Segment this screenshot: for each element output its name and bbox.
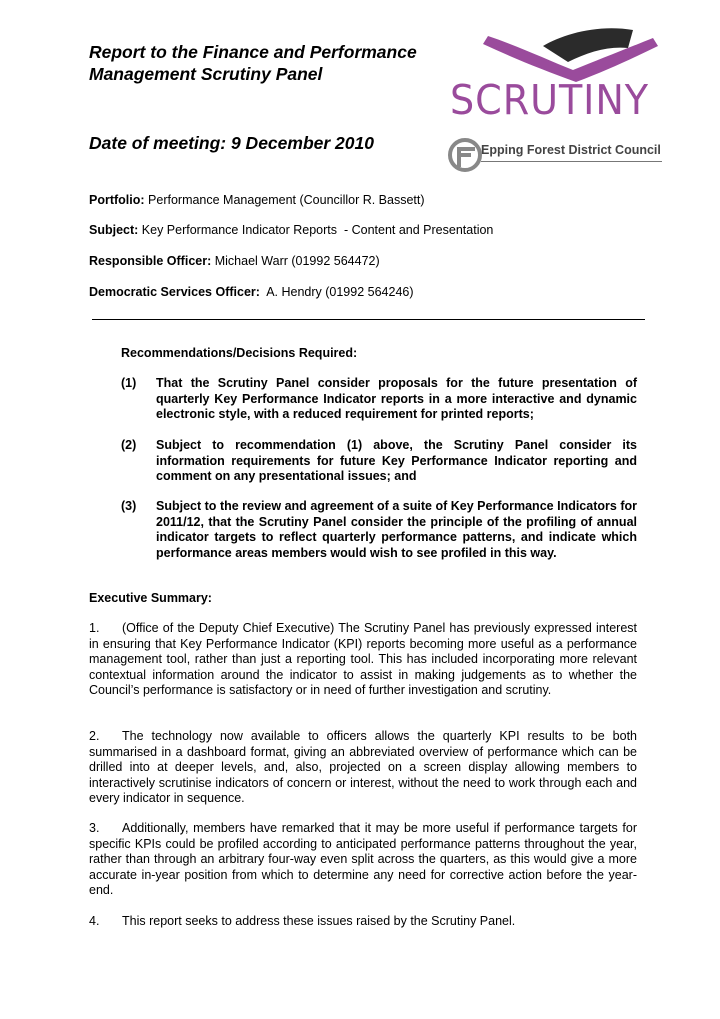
paragraph-text: The technology now available to officers allows the quarterly KPI results to be both summarised in a dashboard format, giving an abbreviated overview of performance which can be drilled into at deeper levels, and, also, projected on a screen display allowing members to interactively scrutinise indicators of concern or interest, without the need to work through each and every indicator in sequence.: [89, 729, 637, 806]
summary-paragraph: [89, 821, 637, 899]
council-underline: [481, 161, 662, 162]
paragraph-text: This report seeks to address these issues raised by the Scrutiny Panel.: [122, 914, 516, 928]
subject-line: [89, 223, 493, 237]
scrutiny-wordmark: SCRUTINY: [450, 76, 650, 124]
subject-value: Key Performance Indicator Reports - Content and Presentation: [141, 223, 494, 237]
portfolio-value: Performance Management (Councillor R. Bassett): [148, 193, 425, 207]
summary-paragraph: [89, 914, 637, 930]
officer-line: [89, 254, 380, 268]
paragraph-number: 4.: [89, 914, 100, 928]
officer-label: Responsible Officer:: [89, 254, 212, 268]
meeting-date: Date of meeting: 9 December 2010: [89, 133, 374, 153]
recommendations-heading: Recommendations/Decisions Required:: [121, 346, 358, 360]
portfolio-line: [89, 193, 425, 207]
dso-value: A. Hendry (01992 564246): [266, 285, 414, 299]
recommendation-number: (2): [121, 438, 137, 452]
recommendation-number: (3): [121, 499, 137, 513]
divider-rule: [92, 319, 645, 320]
council-name: Epping Forest District Council: [481, 143, 661, 157]
recommendation-text: Subject to recommendation (1) above, the Scrutiny Panel consider its information requirements for future Key Performance Indicator reporting and comment on any presentational issues; and: [156, 438, 637, 484]
recommendation-text: That the Scrutiny Panel consider proposals for the future presentation of quarterly Key Performance Indicator reports in a more interactive and dynamic electronic style, with a reduced requirement for printed reports;: [156, 376, 637, 422]
portfolio-label: Portfolio:: [89, 193, 145, 207]
paragraph-number: 2.: [89, 729, 100, 743]
paragraph-number: 3.: [89, 821, 100, 835]
report-title: Report to the Finance and Performance Management Scrutiny Panel: [89, 42, 417, 84]
summary-paragraph: [89, 621, 637, 699]
paragraph-text: (Office of the Deputy Chief Executive) The Scrutiny Panel has previously expressed interest in ensuring that Key Performance Indicator (KPI) reports becoming more useful as a performance management tool, rather than just a reporting tool. This has included incorporating more relevant contextual information around the indicator to assist in making judgements as to whether the Council’s performance is satisfactory or in need of further investigation and scrutiny.: [89, 621, 637, 698]
recommendation-number: (1): [121, 376, 137, 390]
paragraph-text: Additionally, members have remarked that it may be more useful if performance targets for specific KPIs could be profiled according to anticipated performance patterns throughout the year, rather than through an arbitrary four-way even split across the quarters, as this would give a more accurate in-year position from which to determine any need for corrective action before the year-end.: [89, 821, 637, 898]
executive-summary-heading: Executive Summary:: [89, 591, 212, 605]
dso-line: [89, 285, 414, 299]
council-emblem-icon: [450, 140, 480, 170]
paragraph-number: 1.: [89, 621, 100, 635]
summary-paragraph: [89, 729, 637, 807]
subject-label: Subject:: [89, 223, 139, 237]
recommendation-text: Subject to the review and agreement of a suite of Key Performance Indicators for 2011/12, that the Scrutiny Panel consider the principle of the profiling of annual indicator targets to reflect quarterly performance patterns, and indicate which performance areas members would wish to see profiled in this way.: [156, 499, 637, 560]
officer-value: Michael Warr (01992 564472): [214, 254, 380, 268]
dso-label: Democratic Services Officer:: [89, 285, 260, 299]
